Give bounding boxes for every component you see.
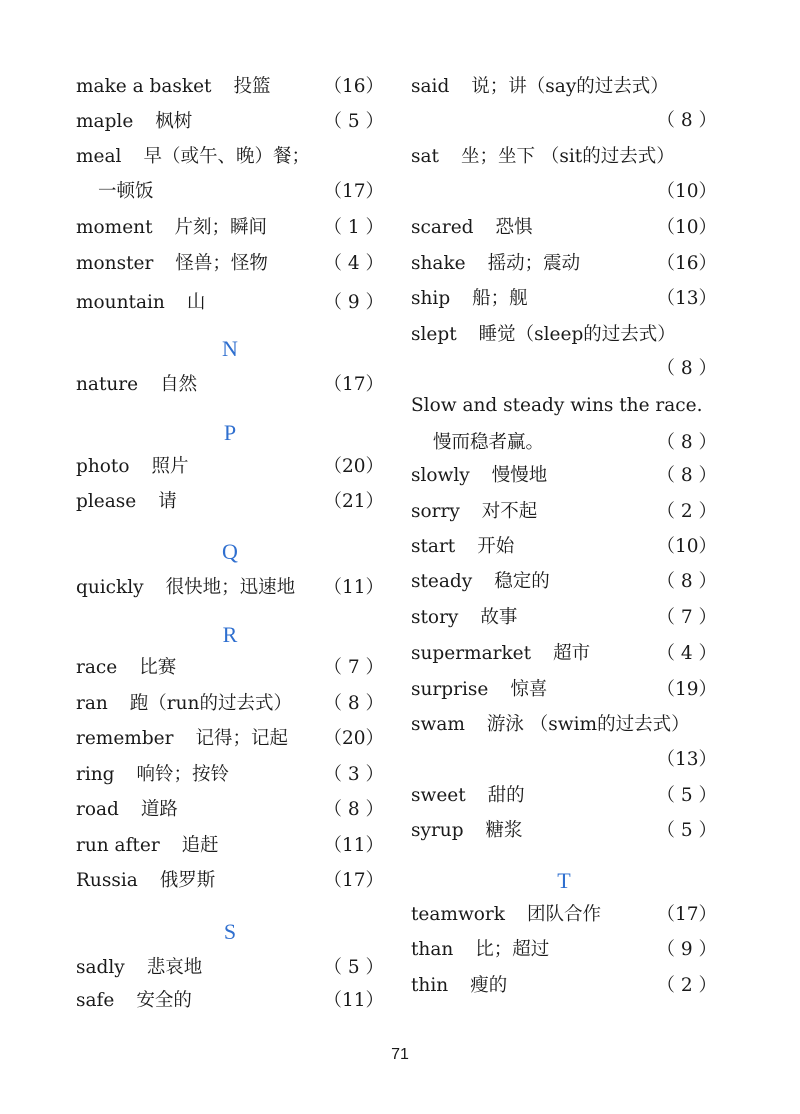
glossary-entry — [411, 710, 717, 740]
entry-unit-number: （ 8 ） — [323, 693, 384, 714]
entry-word: Slow and steady wins the race. — [411, 395, 703, 416]
entry-meaning: 开始 — [477, 536, 515, 557]
entry-unit-number: （ 5 ） — [323, 957, 384, 978]
entry-unit-number: （ 3 ） — [323, 764, 384, 785]
entry-unit-number: （ 8 ） — [656, 110, 717, 131]
entry-unit-number: （17） — [323, 181, 384, 202]
entry-meaning: 枫树 — [155, 111, 193, 132]
entry-meaning: 请 — [158, 491, 177, 512]
entry-unit-number: （ 8 ） — [323, 799, 384, 820]
entry-meaning: 团队合作 — [526, 904, 601, 925]
entry-word: race — [76, 657, 118, 678]
entry-meaning: 早（或午、晚）餐； — [143, 146, 310, 167]
glossary-entry — [411, 249, 717, 279]
entry-meaning: 稳定的 — [494, 571, 550, 592]
glossary-entry — [411, 213, 717, 243]
entry-unit-number: （ 1 ） — [323, 217, 384, 238]
glossary-entry — [411, 497, 717, 527]
entry-meaning: 照片 — [151, 456, 189, 477]
entry-meaning: 糖浆 — [485, 820, 523, 841]
glossary-entry — [411, 461, 717, 491]
entry-meaning: 跑（run的过去式） — [129, 693, 292, 714]
glossary-entry — [411, 428, 717, 458]
entry-word: steady — [411, 571, 473, 592]
entry-meaning: 自然 — [160, 374, 198, 395]
entry-word: meal — [76, 146, 122, 167]
entry-word: remember — [76, 728, 174, 749]
glossary-entry — [411, 816, 717, 846]
entry-unit-number: （11） — [323, 577, 384, 598]
glossary-entry — [411, 675, 717, 705]
entry-word: sat — [411, 146, 439, 167]
entry-word: swam — [411, 714, 465, 735]
glossary-entry — [411, 900, 717, 930]
entry-word: thin — [411, 975, 449, 996]
entry-word: start — [411, 536, 456, 557]
section-letter: Q — [222, 539, 238, 564]
entry-word: quickly — [76, 577, 144, 598]
glossary-entry — [76, 689, 384, 719]
glossary-entry — [411, 106, 717, 136]
glossary-entry — [411, 603, 717, 633]
glossary-entry — [76, 370, 384, 400]
glossary-entry — [76, 866, 384, 896]
glossary-entry — [76, 653, 384, 683]
entry-meaning: 甜的 — [487, 785, 525, 806]
entry-meaning: 追赶 — [181, 835, 219, 856]
entry-unit-number: （ 2 ） — [656, 501, 717, 522]
section-letter: P — [223, 420, 237, 445]
entry-meaning: 故事 — [480, 607, 518, 628]
entry-meaning: 山 — [186, 292, 206, 313]
entry-word: ring — [76, 764, 115, 785]
entry-unit-number: （17） — [323, 870, 384, 891]
entry-meaning: 悲哀地 — [146, 957, 203, 978]
entry-meaning: 恐惧 — [495, 217, 533, 238]
entry-word: run after — [76, 835, 160, 856]
entry-word: please — [76, 491, 137, 512]
section-letter: S — [223, 919, 237, 944]
entry-unit-number: （ 5 ） — [656, 785, 717, 806]
entry-word: nature — [76, 374, 139, 395]
page-number: 71 — [391, 1046, 409, 1063]
entry-word: slowly — [411, 465, 470, 486]
glossary-entry — [411, 354, 717, 384]
entry-unit-number: （20） — [323, 728, 384, 749]
entry-unit-number: （13） — [656, 288, 717, 309]
glossary-entry — [76, 831, 384, 861]
entry-meaning: 摇动；震动 — [487, 253, 581, 274]
glossary-entry — [411, 532, 717, 562]
entry-meaning: 对不起 — [481, 501, 538, 522]
glossary-entry — [411, 320, 717, 350]
glossary-entry — [76, 249, 384, 279]
glossary-entry — [411, 781, 717, 811]
glossary-entry — [411, 284, 717, 314]
glossary-entry — [411, 567, 717, 597]
entry-word: surprise — [411, 679, 489, 700]
glossary-entry — [76, 177, 384, 207]
entry-meaning: 记得；记起 — [195, 728, 288, 749]
entry-unit-number: （10） — [656, 181, 717, 202]
entry-unit-number: （ 8 ） — [656, 432, 717, 453]
entry-word: maple — [76, 111, 134, 132]
entry-unit-number: （17） — [323, 374, 384, 395]
entry-unit-number: （11） — [323, 835, 384, 856]
entry-word: road — [76, 799, 119, 820]
entry-word: monster — [76, 253, 154, 274]
entry-meaning: 睡觉（sleep的过去式） — [478, 324, 676, 345]
glossary-entry — [76, 953, 384, 983]
entry-unit-number: （ 2 ） — [656, 975, 717, 996]
glossary-entry — [411, 391, 717, 421]
section-letter: R — [222, 622, 238, 647]
entry-unit-number: （11） — [323, 990, 384, 1011]
section-letter: T — [557, 868, 571, 893]
glossary-entry — [76, 452, 384, 482]
entry-word: than — [411, 939, 454, 960]
glossary-entry — [76, 213, 384, 243]
entry-meaning: 船；舰 — [472, 288, 528, 309]
entry-meaning: 怪兽；怪物 — [175, 253, 268, 274]
entry-meaning: 投篮 — [233, 76, 271, 97]
glossary-entry — [76, 107, 384, 137]
glossary-entry — [76, 142, 384, 172]
entry-word: moment — [76, 217, 153, 238]
entry-word: syrup — [411, 820, 464, 841]
entry-unit-number: （17） — [656, 904, 717, 925]
entry-word: story — [411, 607, 459, 628]
entry-word: teamwork — [411, 904, 505, 925]
glossary-entry — [76, 288, 384, 318]
glossary-entry — [76, 724, 384, 754]
entry-word: safe — [76, 990, 115, 1011]
glossary-entry — [76, 573, 384, 603]
entry-unit-number: （ 9 ） — [656, 939, 717, 960]
glossary-entry — [76, 760, 384, 790]
entry-meaning: 片刻；瞬间 — [174, 217, 268, 238]
entry-unit-number: （ 7 ） — [323, 657, 384, 678]
glossary-entry — [411, 639, 717, 669]
glossary-entry — [411, 935, 717, 965]
entry-word: slept — [411, 324, 457, 345]
glossary-entry — [76, 72, 384, 102]
entry-unit-number: （ 5 ） — [656, 820, 717, 841]
glossary-entry — [76, 795, 384, 825]
glossary-entry — [411, 142, 717, 172]
entry-unit-number: （ 8 ） — [656, 571, 717, 592]
glossary-entry — [411, 971, 717, 1001]
entry-word: said — [411, 76, 450, 97]
entry-unit-number: （20） — [323, 456, 384, 477]
entry-unit-number: （ 8 ） — [656, 358, 717, 379]
entry-unit-number: （16） — [323, 76, 384, 97]
entry-meaning: 很快地；迅速地 — [165, 577, 296, 598]
entry-meaning: 瘦的 — [470, 975, 508, 996]
entry-word: make a basket — [76, 76, 212, 97]
entry-meaning: 坐；坐下 （sit的过去式） — [460, 146, 675, 167]
entry-meaning: 一顿饭 — [98, 181, 154, 202]
entry-unit-number: （16） — [656, 253, 717, 274]
entry-unit-number: （10） — [656, 217, 717, 238]
entry-meaning: 俄罗斯 — [159, 870, 216, 891]
entry-unit-number: （19） — [656, 679, 717, 700]
entry-word: ship — [411, 288, 451, 309]
glossary-entry — [76, 487, 384, 517]
entry-word: supermarket — [411, 643, 532, 664]
entry-unit-number: （10） — [656, 536, 717, 557]
entry-word: ran — [76, 693, 108, 714]
entry-meaning: 安全的 — [136, 990, 192, 1011]
entry-unit-number: （21） — [323, 491, 384, 512]
entry-meaning: 慢慢地 — [491, 465, 548, 486]
entry-meaning: 超市 — [553, 643, 591, 664]
entry-word: sweet — [411, 785, 466, 806]
entry-word: scared — [411, 217, 474, 238]
entry-word: sorry — [411, 501, 460, 522]
section-letter: N — [222, 336, 238, 361]
entry-word: photo — [76, 456, 130, 477]
entry-word: mountain — [76, 292, 165, 313]
entry-unit-number: （ 5 ） — [323, 111, 384, 132]
entry-meaning: 道路 — [140, 799, 178, 820]
entry-word: Russia — [76, 870, 138, 891]
entry-meaning: 比；超过 — [475, 939, 550, 960]
entry-meaning: 惊喜 — [510, 679, 548, 700]
entry-word: shake — [411, 253, 466, 274]
entry-meaning: 比赛 — [139, 657, 177, 678]
entry-unit-number: （ 7 ） — [656, 607, 717, 628]
entry-meaning: 说；讲（say的过去式） — [471, 76, 669, 97]
entry-unit-number: （ 4 ） — [323, 253, 384, 274]
entry-meaning: 慢而稳者赢。 — [433, 432, 545, 453]
glossary-entry — [411, 745, 717, 775]
entry-word: sadly — [76, 957, 125, 978]
entry-unit-number: （ 4 ） — [656, 643, 717, 664]
entry-unit-number: （13） — [656, 749, 717, 770]
entry-unit-number: （ 8 ） — [656, 465, 717, 486]
glossary-entry — [76, 986, 384, 1016]
glossary-entry — [411, 72, 717, 102]
entry-unit-number: （ 9 ） — [323, 292, 384, 313]
entry-meaning: 游泳 （swim的过去式） — [486, 714, 690, 735]
glossary-entry — [411, 177, 717, 207]
entry-meaning: 响铃；按铃 — [136, 764, 230, 785]
